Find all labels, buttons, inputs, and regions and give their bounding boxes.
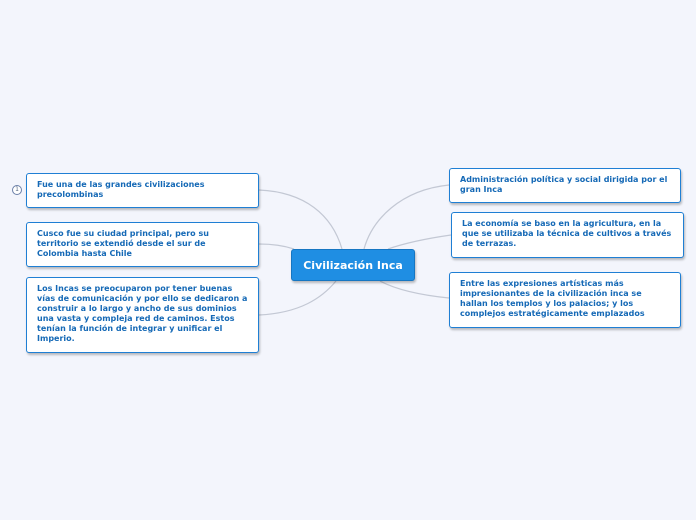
connector-right-1 xyxy=(364,185,449,249)
topic-cusco[interactable] xyxy=(26,222,259,267)
connector-right-2 xyxy=(388,235,451,249)
connector-left-1 xyxy=(259,190,342,249)
connector-left-2 xyxy=(259,244,294,249)
central-topic-label: Civilización Inca xyxy=(303,258,403,272)
topic-great-civilization[interactable] xyxy=(26,173,259,208)
connector-right-3 xyxy=(380,281,449,298)
topic-text: Los Incas se preocuparon por tener buenas vías de comunicación y por ello se dedicaron a construir a lo largo y ancho de sus dominios una vasta y compleja red de caminos. Estos tenían la función de integrar y unificar el Imperio. xyxy=(37,284,248,343)
topic-economy[interactable] xyxy=(451,212,684,258)
topic-text: Administración política y social dirigida por el gran Inca xyxy=(460,175,668,194)
topic-text: Entre las expresiones artísticas más impresionantes de la civilización inca se hallan los templos y los palacios; y los complejos estratégicamente emplazados xyxy=(460,279,645,318)
topic-text: Fue una de las grandes civilizaciones precolombinas xyxy=(37,180,205,199)
central-topic[interactable] xyxy=(291,249,415,281)
connector-left-3 xyxy=(259,281,336,315)
topic-art[interactable] xyxy=(449,272,681,328)
topic-roads[interactable] xyxy=(26,277,259,353)
topic-administration[interactable] xyxy=(449,168,681,203)
topic-text: La economía se baso en la agricultura, en la que se utilizaba la técnica de cultivos a través de terrazas. xyxy=(462,219,672,248)
note-count-badge[interactable]: 1 xyxy=(12,185,22,195)
topic-text: Cusco fue su ciudad principal, pero su territorio se extendió desde el sur de Colombia hasta Chile xyxy=(37,229,209,258)
